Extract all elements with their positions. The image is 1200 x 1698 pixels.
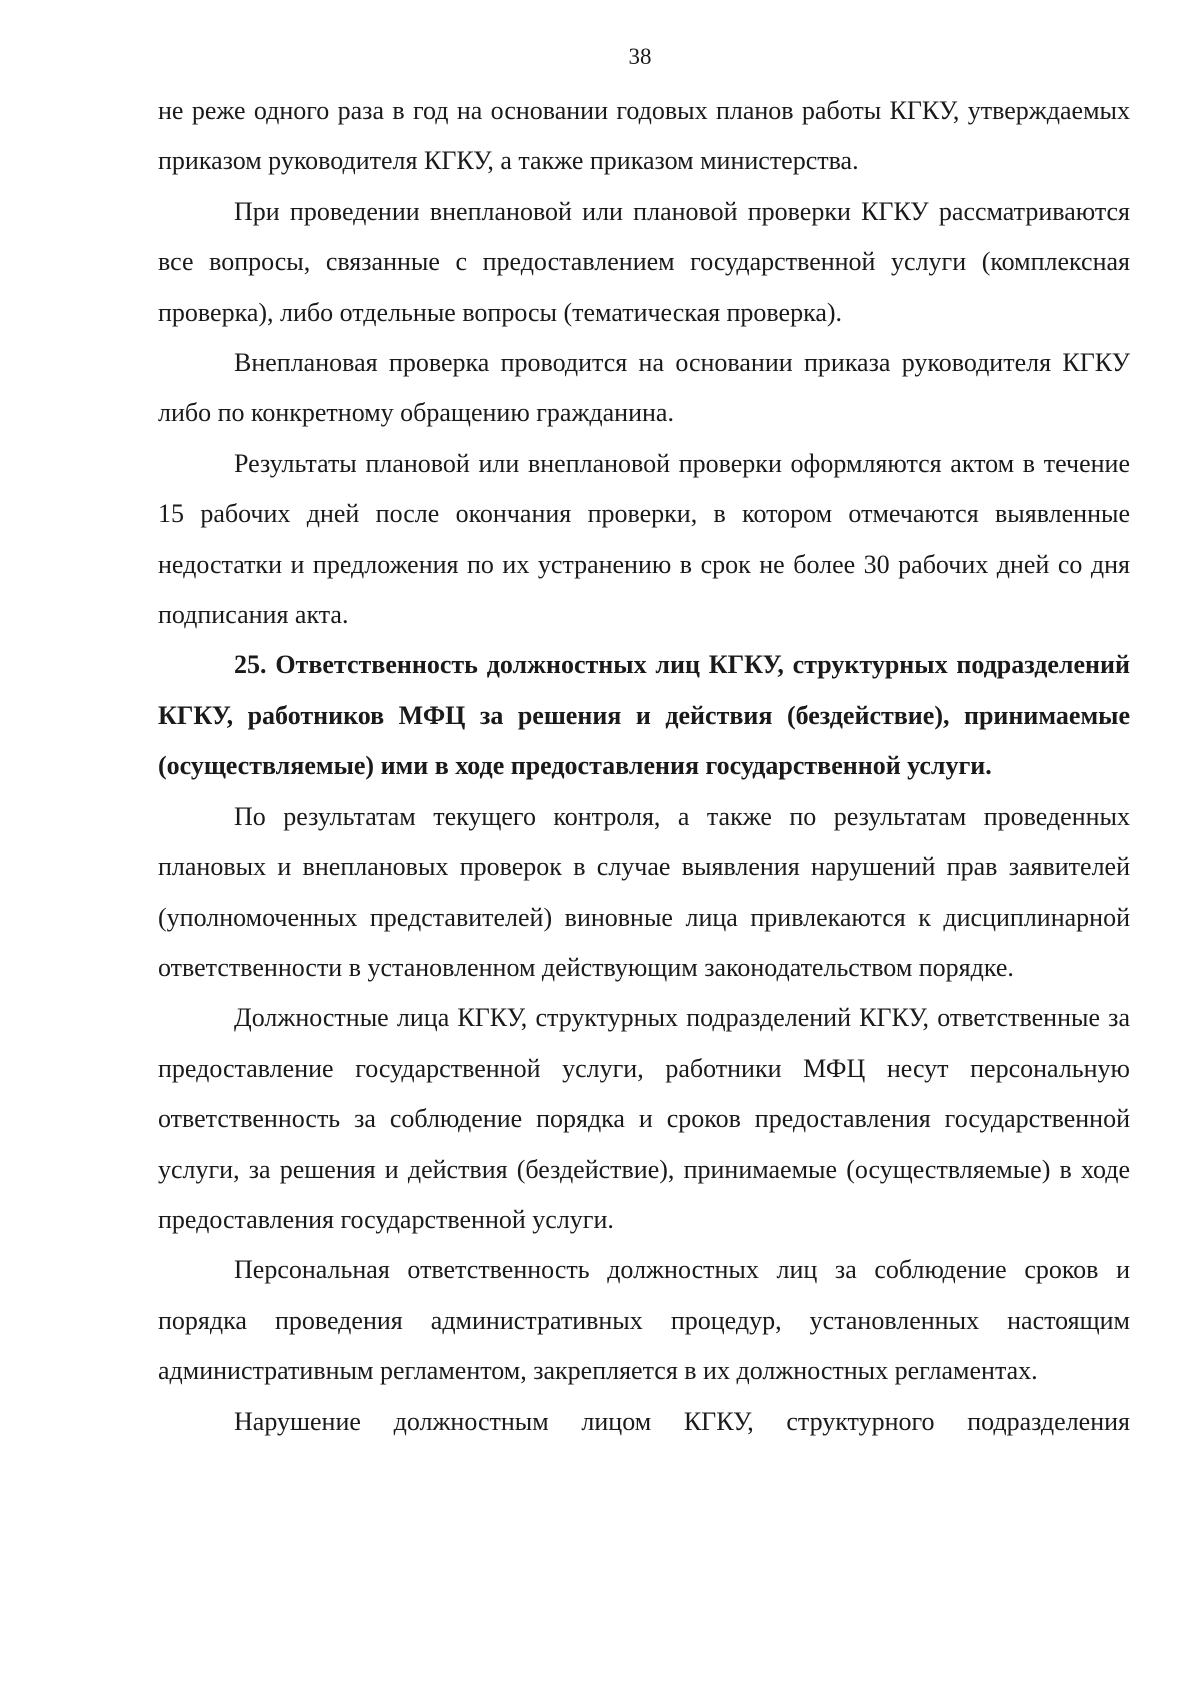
paragraph-inspection-results: Результаты плановой или внеплановой проверки оформляются актом в течение 15 рабочих дней после окончания проверки, в котором отмечаются выявленные недостатки и предложения по их устранению в срок не более 30 рабочих дней со дня подписания акта.: [158, 448, 1130, 630]
paragraph-personal-responsibility: Должностные лица КГКУ, структурных подразделений КГКУ, ответственные за предоставление государственной услуги, работники МФЦ несут персональную ответственность за соблюдение порядка и сроков предоставления государственной услуги, за решения и действия (бездействие), принимаемые (осуществляемые) в ходе предоставления государственной услуги.: [158, 1003, 1130, 1234]
paragraph-disciplinary-liability: По результатам текущего контроля, а также по результатам проведенных плановых и внеплановых проверок в случае выявления нарушений прав заявителей (уполномоченных представителей) виновные лица привлекаются к дисциплинарной ответственности в установленном действующим законодательством порядке.: [158, 801, 1130, 982]
paragraph-job-regulations: Персональная ответственность должностных лиц за соблюдение сроков и порядка проведения административных процедур, установленных настоящим административным регламентом, закрепляется в их должностных регламентах.: [158, 1255, 1130, 1386]
paragraph-violation: Нарушение должностным лицом КГКУ, структурного подразделения: [234, 1406, 1130, 1436]
paragraph-unscheduled-inspection: Внеплановая проверка проводится на основании приказа руководителя КГКУ либо по конкретному обращению гражданина.: [158, 348, 1130, 428]
document-body: [158, 86, 1130, 1447]
page-number: 38: [628, 44, 652, 69]
section-heading-25: 25. Ответственность должностных лиц КГКУ, структурных подразделений КГКУ, работников МФЦ за решения и действия (бездействие), принимаемые (осуществляемые) ими в ходе предоставления государственной услуги.: [158, 650, 1130, 781]
paragraph-inspection-scope: При проведении внеплановой или плановой проверки КГКУ рассматриваются все вопросы, связанные с предоставлением государственной услуги (комплексная проверка), либо отдельные вопросы (тематическая проверка).: [158, 196, 1130, 327]
paragraph-continuation: не реже одного раза в год на основании годовых планов работы КГКУ, утверждаемых приказом руководителя КГКУ, а также приказом министерства.: [158, 96, 1130, 176]
